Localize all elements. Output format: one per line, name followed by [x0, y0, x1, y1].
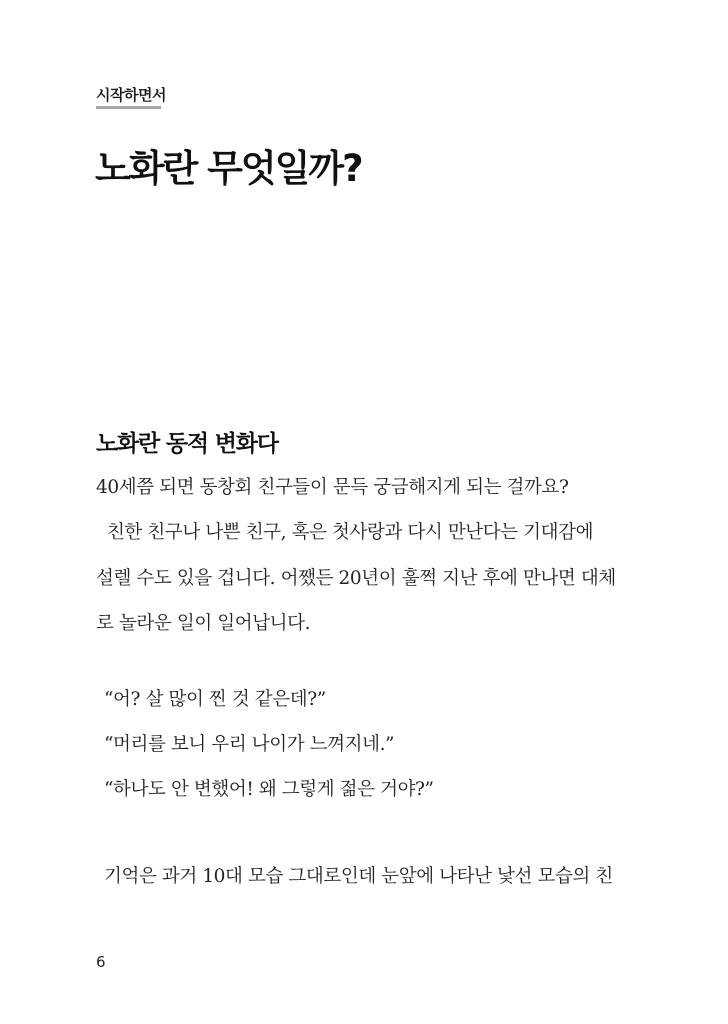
body-line: 로 놀라운 일이 일어납니다.	[96, 613, 311, 634]
quote-line: “어? 살 많이 찐 것 같은데?”	[104, 689, 326, 710]
body-line: 40세쯤 되면 동창회 친구들이 문득 궁금해지게 되는 걸까요?	[96, 477, 569, 498]
page-number: 6	[96, 953, 106, 971]
quote-line: “하나도 안 변했어! 왜 그렇게 젊은 거야?”	[104, 779, 434, 800]
chapter-title: 노화란 무엇일까?	[95, 147, 362, 190]
body-line: 친한 친구나 나쁜 친구, 혹은 첫사랑과 다시 만난다는 기대감에	[96, 522, 594, 543]
sub-heading: 노화란 동적 변화다	[96, 431, 278, 457]
quote-line: “머리를 보니 우리 나이가 느껴지네.”	[104, 734, 395, 755]
body-line: 설렐 수도 있을 겁니다. 어쨌든 20년이 훌쩍 지난 후에 만나면 대체	[96, 568, 616, 589]
section-underline	[96, 106, 161, 109]
body-line: 기억은 과거 10대 모습 그대로인데 눈앞에 나타난 낯선 모습의 친	[104, 866, 613, 887]
section-label: 시작하면서	[96, 86, 166, 104]
